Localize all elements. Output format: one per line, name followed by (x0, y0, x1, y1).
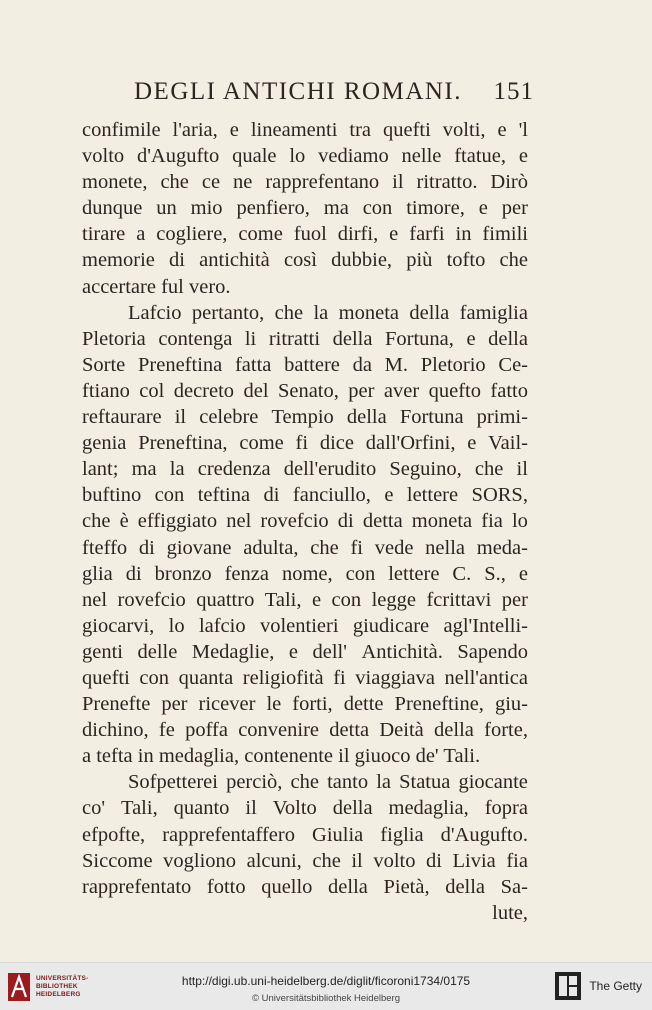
word: C. (452, 562, 472, 585)
word: viaggiava (355, 666, 435, 689)
word: della (488, 327, 528, 350)
word: volto (82, 145, 125, 168)
word: nella (425, 536, 466, 559)
page-body (82, 117, 528, 926)
word: fia (481, 510, 503, 533)
word: così (283, 249, 317, 272)
word: adulta, (243, 536, 299, 559)
word: il (392, 171, 404, 194)
word: Siccome (82, 849, 153, 872)
word: Statua (399, 771, 451, 794)
word: teftina (197, 484, 251, 507)
word: e (389, 223, 399, 246)
word: S., (484, 562, 506, 585)
word: moneta (411, 510, 473, 533)
word: fteffo (82, 536, 128, 559)
word: delle (137, 640, 178, 663)
word: che (312, 849, 341, 872)
word: volentieri (259, 614, 339, 637)
text-line (82, 352, 528, 378)
word: della (328, 875, 368, 898)
word: genia (82, 432, 127, 455)
word: fenza (224, 562, 269, 585)
word: di (337, 510, 354, 533)
word: bronzo (154, 562, 212, 585)
word: e (518, 145, 528, 168)
word: di (138, 536, 155, 559)
word: della (445, 875, 486, 898)
word: reftaurare (82, 406, 162, 429)
word: nel (226, 510, 252, 533)
word: per (161, 693, 188, 716)
word: quattro (196, 588, 255, 611)
word: un (156, 197, 177, 220)
word: effiggiato (137, 510, 218, 533)
getty-icon (555, 972, 581, 1000)
word: fopra (484, 797, 528, 820)
word: dice (319, 432, 354, 455)
word: battere (284, 353, 340, 376)
word: Seguino, (389, 458, 462, 481)
text-line (82, 221, 528, 247)
text-line (82, 378, 528, 404)
text-line (82, 117, 528, 143)
word: Vail- (488, 432, 528, 455)
word: primi- (476, 406, 528, 429)
text-line (82, 795, 528, 821)
word: dette (343, 693, 384, 716)
word: l'aria, (172, 119, 218, 141)
word: credenza (197, 458, 271, 481)
word: Livia (452, 849, 496, 872)
word: dirfi, (337, 223, 379, 246)
word: Deità (379, 719, 424, 742)
word: fotto (206, 875, 246, 898)
word: quanto (173, 797, 230, 820)
word: memorie (82, 249, 155, 272)
word: convenire (238, 719, 320, 742)
word: SORS, (471, 484, 528, 507)
word: il (245, 797, 257, 820)
word: fimili (482, 223, 528, 246)
line-text: lute, (492, 901, 528, 924)
word: timore, (406, 197, 465, 220)
text-line (82, 769, 528, 795)
word: quefti (82, 666, 130, 689)
word: dell' (312, 640, 347, 663)
word: legge (371, 588, 416, 611)
text-line (82, 717, 528, 743)
text-line (82, 665, 528, 691)
word: la (376, 771, 391, 794)
word: tra (349, 119, 371, 141)
viewer-footer (0, 962, 652, 1010)
word: giu- (494, 693, 528, 716)
word: pertanto, (191, 301, 265, 324)
text-line (82, 535, 528, 561)
word: perciò, (226, 771, 283, 794)
word: lineamenti (250, 119, 338, 141)
getty-logo[interactable] (555, 972, 642, 1000)
word: Pletoria (82, 327, 146, 350)
word: Volto (272, 797, 317, 820)
word: rapprefentato (82, 875, 192, 898)
word: buftino (82, 484, 142, 507)
word: figlia (380, 823, 424, 846)
word: di (426, 849, 442, 872)
word: cogliere, (156, 223, 228, 246)
copyright-notice: © Universitätsbibliothek Heidelberg (252, 993, 400, 1004)
word: dunque (82, 197, 143, 220)
word: vede (374, 536, 414, 559)
word: fatto (490, 379, 528, 402)
page-url-link[interactable]: http://digi.ub.uni-heidelberg.de/diglit/ficoroni1734/0175 (181, 974, 471, 988)
word: Preneftine, (394, 693, 484, 716)
word: che (499, 249, 528, 272)
word: celebre (199, 406, 259, 429)
word: la (313, 301, 329, 324)
word: di (125, 562, 142, 585)
word: del (243, 379, 269, 402)
word: volti, (442, 119, 486, 141)
word: della (346, 406, 387, 429)
text-line (82, 691, 528, 717)
word: agl'Intelli- (443, 614, 528, 637)
text-line (82, 900, 528, 926)
running-title: DEGLI ANTICHI ROMANI. (134, 78, 462, 105)
word: dell'erudito (283, 458, 377, 481)
word: come (238, 223, 283, 246)
word: Sorte (82, 353, 126, 376)
word: fi (295, 432, 309, 455)
word: lant; (82, 458, 119, 481)
word: lo (168, 614, 185, 637)
word: più (406, 249, 433, 272)
word: religiofità (242, 666, 324, 689)
word: aver (383, 379, 420, 402)
word: ma (131, 458, 157, 481)
word: rapprefentaffero (162, 823, 295, 846)
word: co' (82, 797, 106, 820)
word: Pietà, (383, 875, 430, 898)
word: con (331, 588, 362, 611)
word: nelle (401, 145, 442, 168)
word: il (351, 849, 363, 872)
word: glia (82, 562, 113, 585)
word: Tali, (120, 797, 158, 820)
word: ritratti (268, 327, 321, 350)
text-line (82, 143, 528, 169)
word: dall'Orfini, (365, 432, 456, 455)
word: come (239, 432, 284, 455)
word: ftatue, (454, 145, 506, 168)
word: Prenefte (82, 693, 151, 716)
word: dubbie, (331, 249, 393, 272)
text-line (82, 247, 528, 273)
word: di (263, 484, 280, 507)
word: medaglia, (388, 797, 469, 820)
word: nome, (281, 562, 333, 585)
word: efpofte, (82, 823, 146, 846)
word: quanta (178, 666, 234, 689)
word: che (474, 458, 504, 481)
line-text: a tefta in medaglia, contenente il giuoco de' Tali. (82, 745, 481, 768)
word: e (288, 640, 298, 663)
word: tanto (327, 771, 369, 794)
word: ne (233, 171, 253, 194)
word: lettere (388, 562, 440, 585)
text-line (82, 587, 528, 613)
word: e (466, 327, 476, 350)
word: confimile (82, 119, 161, 141)
word: fuol (293, 223, 327, 246)
text-line (82, 848, 528, 874)
word: decreto (173, 379, 235, 402)
word: fia (506, 849, 528, 872)
word: Fortuna (399, 406, 464, 429)
word: e (518, 562, 528, 585)
word: detta (329, 719, 370, 742)
word: li (244, 327, 257, 350)
word: con (139, 666, 169, 689)
text-line (82, 561, 528, 587)
text-line (82, 613, 528, 639)
word: giocarvi, (82, 614, 155, 637)
word: fanciullo, (292, 484, 371, 507)
word: tirare (82, 223, 126, 246)
word: 'l (518, 119, 528, 141)
word: è (119, 510, 129, 533)
word: Sapendo (457, 640, 528, 663)
word: moneta (338, 301, 400, 324)
word: ftiano (82, 379, 130, 402)
word: rovefcio (260, 510, 329, 533)
word: fatta (234, 353, 272, 376)
text-line (82, 300, 528, 326)
word: che (82, 510, 111, 533)
word: ce (201, 171, 221, 194)
word: la (169, 458, 185, 481)
word: Tempio (271, 406, 334, 429)
word: e (467, 432, 477, 455)
word: Preneftina, (138, 432, 228, 455)
word: vogliono (163, 849, 237, 872)
word: per (501, 197, 528, 220)
word: col (139, 379, 165, 402)
word: rapprefentano (265, 171, 380, 194)
word: le (266, 693, 282, 716)
word: nell'antica (444, 666, 528, 689)
word: ricever (198, 693, 256, 716)
word: Dirò (490, 171, 528, 194)
word: Tali, (264, 588, 302, 611)
word: penfiero, (236, 197, 310, 220)
word: con (362, 197, 393, 220)
word: fe (158, 719, 175, 742)
text-line (82, 639, 528, 665)
word: per (348, 379, 375, 402)
word: il (516, 458, 528, 481)
word: dichino, (82, 719, 149, 742)
word: antichità (199, 249, 270, 272)
word: fi (333, 666, 346, 689)
text-line (82, 508, 528, 534)
word: a (136, 223, 146, 246)
word: detta (362, 510, 403, 533)
text-line (82, 822, 528, 848)
getty-label: The Getty (589, 979, 642, 993)
word: con (154, 484, 185, 507)
word: meda- (476, 536, 528, 559)
word: Ce- (498, 353, 528, 376)
running-header (134, 78, 534, 106)
text-line (82, 482, 528, 508)
word: contenga (158, 327, 233, 350)
word: che (310, 536, 339, 559)
word: famiglia (459, 301, 528, 324)
word: fcrittavi (426, 588, 492, 611)
word: giovane (166, 536, 232, 559)
line-text: accertare ful vero. (82, 275, 231, 298)
word: quale (232, 145, 277, 168)
word: genti (82, 640, 123, 663)
word: monete, (82, 171, 148, 194)
text-line (82, 430, 528, 456)
word: quefti (382, 119, 431, 141)
word: Antichità. (361, 640, 443, 663)
word: Giulia (312, 823, 364, 846)
word: Fortuna, (384, 327, 454, 350)
word: Pletorio (420, 353, 486, 376)
word: forti, (292, 693, 333, 716)
word: fi (350, 536, 363, 559)
word: farfi (409, 223, 445, 246)
word: di (169, 249, 185, 272)
word: della (332, 327, 373, 350)
word: il (174, 406, 187, 429)
word: e (384, 484, 394, 507)
word: quello (261, 875, 313, 898)
word: M. (384, 353, 409, 376)
text-line (82, 274, 528, 300)
word: e (478, 197, 488, 220)
word: mio (190, 197, 223, 220)
word: ritratto. (416, 171, 478, 194)
word: Sofpetterei (128, 771, 218, 794)
word: Lafcio (128, 301, 182, 324)
word: lo (289, 145, 306, 168)
word: vediamo (318, 145, 389, 168)
word: con (345, 562, 376, 585)
word: alcuni, (246, 849, 302, 872)
word: che (290, 771, 319, 794)
word: da (352, 353, 372, 376)
text-line (82, 169, 528, 195)
word: forte, (484, 719, 528, 742)
word: lafcio (198, 614, 246, 637)
word: Medaglie, (191, 640, 275, 663)
text-line (82, 874, 528, 900)
word: d'Augufto (136, 145, 220, 168)
word: della (332, 797, 373, 820)
word: della (434, 719, 474, 742)
word: per (501, 588, 528, 611)
word: della (409, 301, 450, 324)
word: e (229, 119, 239, 141)
word: Preneftina (138, 353, 223, 376)
word: che (274, 301, 304, 324)
page-number: 151 (493, 78, 534, 105)
word: Senato, (277, 379, 339, 402)
word: lo (511, 510, 528, 533)
word: che (160, 171, 189, 194)
word: lettere (406, 484, 459, 507)
word: e (311, 588, 322, 611)
text-line (82, 456, 528, 482)
library-logo-text: UNIVERSITÄTS- BIBLIOTHEK HEIDELBERG (36, 975, 89, 998)
word: ma (323, 197, 349, 220)
word: rovefcio (117, 588, 186, 611)
word: quefto (428, 379, 481, 402)
text-line (82, 404, 528, 430)
word: in (455, 223, 472, 246)
text-line (82, 326, 528, 352)
word: tofto (446, 249, 486, 272)
text-line (82, 743, 528, 769)
word: volto (373, 849, 416, 872)
word: giudicare (352, 614, 430, 637)
word: giocante (458, 771, 528, 794)
word: d'Augufto. (440, 823, 528, 846)
text-line (82, 195, 528, 221)
word: e (497, 119, 507, 141)
word: poffa (185, 719, 228, 742)
word: nel (82, 588, 108, 611)
word: Sa- (500, 875, 528, 898)
